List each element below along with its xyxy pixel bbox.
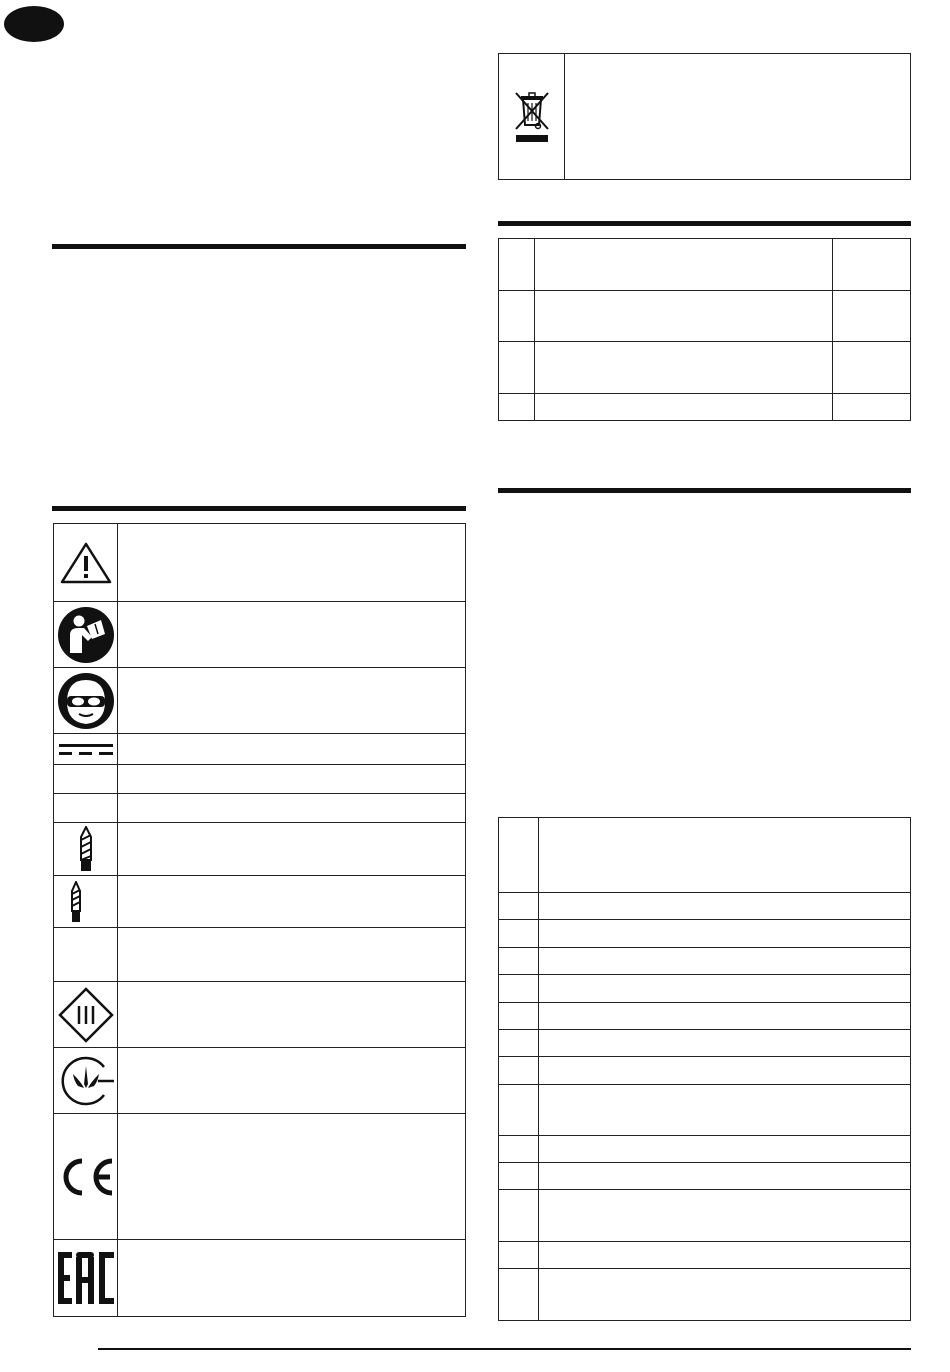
language-badge [4, 6, 64, 42]
parts-text [539, 1003, 911, 1030]
symbol-text [118, 1114, 466, 1240]
symbol-icon-cell [54, 765, 118, 794]
spec-cell [499, 394, 535, 421]
symbol-row [54, 1114, 466, 1240]
symbol-row [54, 602, 466, 668]
parts-number-cell [499, 1269, 539, 1321]
spec-row [499, 342, 911, 394]
parts-row [499, 975, 911, 1003]
footer-rule [98, 1348, 911, 1350]
warning-triangle-icon [60, 541, 112, 585]
parts-number-cell [499, 1163, 539, 1190]
symbol-row [54, 668, 466, 734]
symbol-text [118, 794, 466, 823]
parts-text [539, 1030, 911, 1057]
symbol-icon-cell [54, 823, 118, 876]
parts-number-cell [499, 1057, 539, 1085]
parts-number-cell [499, 1242, 539, 1269]
symbol-icon-cell [54, 876, 118, 928]
parts-text [539, 1190, 911, 1242]
parts-row [499, 948, 911, 975]
symbol-text [118, 876, 466, 928]
parts-number-cell [499, 975, 539, 1003]
parts-number-cell [499, 1003, 539, 1030]
parts-text [539, 1269, 911, 1321]
symbol-text [118, 982, 466, 1048]
parts-text [539, 1163, 911, 1190]
symbol-icon-cell [54, 734, 118, 765]
symbols-table [53, 523, 466, 1317]
symbol-row [54, 876, 466, 928]
parts-number-cell [499, 920, 539, 948]
eac-mark-icon [57, 1251, 115, 1305]
spec-cell [499, 291, 535, 342]
symbol-icon-cell [54, 1240, 118, 1317]
symbol-icon-cell [54, 982, 118, 1048]
spec-cell [535, 342, 833, 394]
symbol-row [54, 982, 466, 1048]
parts-number-cell [499, 1030, 539, 1057]
read-manual-icon [57, 606, 115, 664]
parts-number-cell [499, 1136, 539, 1163]
symbol-icon-cell [54, 602, 118, 668]
symbol-text [118, 734, 466, 765]
parts-row [499, 1242, 911, 1269]
spec-row [499, 394, 911, 421]
section-rule-left-1 [52, 244, 466, 249]
ukrca-mark-icon [57, 1052, 115, 1110]
parts-text [539, 1136, 911, 1163]
parts-row [499, 1003, 911, 1030]
section-rule-right-1 [498, 221, 911, 226]
spec-cell [833, 291, 911, 342]
parts-row [499, 818, 911, 893]
direct-current-icon [57, 739, 115, 759]
parts-row [499, 1269, 911, 1321]
eye-protection-icon [57, 672, 115, 730]
symbol-row [54, 794, 466, 823]
crossed-bin-icon [512, 89, 552, 145]
symbol-icon-cell [54, 1048, 118, 1114]
symbol-row [54, 524, 466, 602]
parts-number-cell [499, 893, 539, 920]
spec-cell [535, 291, 833, 342]
symbol-row [54, 765, 466, 794]
spec-cell [499, 342, 535, 394]
symbol-icon-cell [54, 794, 118, 823]
parts-number-cell [499, 818, 539, 893]
symbol-text [118, 524, 466, 602]
spec-row [499, 239, 911, 291]
symbol-text [118, 602, 466, 668]
spec-cell [499, 239, 535, 291]
parts-table [498, 817, 911, 1321]
symbol-row [54, 928, 466, 982]
spec-cell [833, 342, 911, 394]
parts-number-cell [499, 948, 539, 975]
spec-cell [833, 239, 911, 291]
parts-row [499, 1085, 911, 1136]
symbol-row [54, 734, 466, 765]
symbol-row [54, 823, 466, 876]
parts-text [539, 1057, 911, 1085]
drill-bit-icon [76, 826, 96, 872]
drill-bit-small-icon [68, 881, 84, 923]
disposal-box [498, 53, 911, 180]
parts-row [499, 1190, 911, 1242]
parts-text [539, 1085, 911, 1136]
spec-cell [833, 394, 911, 421]
symbol-icon-cell [54, 928, 118, 982]
parts-text [539, 948, 911, 975]
disposal-row [499, 54, 911, 180]
symbol-text [118, 1240, 466, 1317]
parts-row [499, 1057, 911, 1085]
parts-text [539, 1242, 911, 1269]
disposal-text [565, 54, 911, 180]
parts-number-cell [499, 1190, 539, 1242]
spec-cell [535, 394, 833, 421]
symbol-row [54, 1048, 466, 1114]
parts-number-cell [499, 1085, 539, 1136]
parts-row [499, 1136, 911, 1163]
symbol-text [118, 1048, 466, 1114]
symbol-text [118, 765, 466, 794]
spec-table [498, 238, 911, 421]
symbol-text [118, 823, 466, 876]
parts-text [539, 975, 911, 1003]
symbol-icon-cell [54, 524, 118, 602]
parts-text [539, 893, 911, 920]
symbol-text [118, 668, 466, 734]
disposal-icon-cell [499, 54, 565, 180]
parts-row [499, 893, 911, 920]
parts-row [499, 1163, 911, 1190]
symbol-text [118, 928, 466, 982]
ce-mark-icon [56, 1157, 116, 1197]
symbol-icon-cell [54, 1114, 118, 1240]
class-iii-icon [57, 986, 115, 1044]
section-rule-left-2 [52, 506, 466, 511]
spec-row [499, 291, 911, 342]
parts-text [539, 920, 911, 948]
symbol-icon-cell [54, 668, 118, 734]
section-rule-right-2 [498, 488, 911, 493]
parts-text [539, 818, 911, 893]
symbol-row [54, 1240, 466, 1317]
parts-row [499, 1030, 911, 1057]
spec-cell [535, 239, 833, 291]
parts-row [499, 920, 911, 948]
